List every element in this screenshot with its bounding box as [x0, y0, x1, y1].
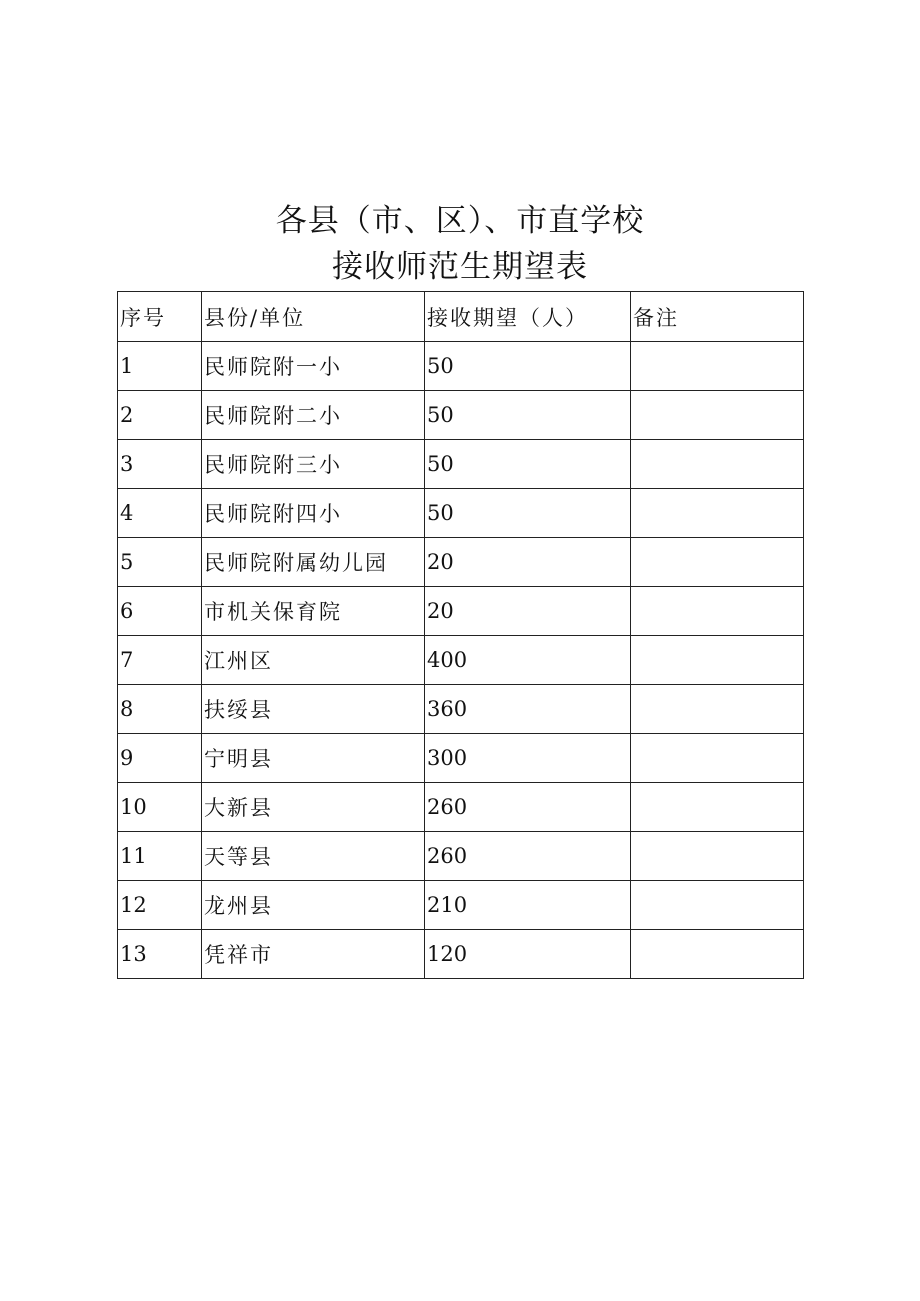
cell-serial-number: 10	[118, 783, 202, 832]
table-header-row	[118, 292, 804, 342]
cell-expected-count: 50	[425, 489, 631, 538]
table-row	[118, 881, 804, 930]
cell-serial-number: 2	[118, 391, 202, 440]
table-row	[118, 930, 804, 979]
cell-expected-count: 20	[425, 538, 631, 587]
cell-expected-count: 300	[425, 734, 631, 783]
cell-serial-number: 7	[118, 636, 202, 685]
table-row	[118, 636, 804, 685]
table-row	[118, 783, 804, 832]
cell-unit: 市机关保育院	[202, 587, 425, 636]
cell-remarks	[631, 685, 804, 734]
cell-expected-count: 20	[425, 587, 631, 636]
cell-remarks	[631, 538, 804, 587]
cell-expected-count: 400	[425, 636, 631, 685]
cell-serial-number: 11	[118, 832, 202, 881]
cell-remarks	[631, 783, 804, 832]
cell-expected-count: 360	[425, 685, 631, 734]
cell-unit: 民师院附一小	[202, 342, 425, 391]
cell-unit: 扶绥县	[202, 685, 425, 734]
table-row	[118, 832, 804, 881]
cell-serial-number: 1	[118, 342, 202, 391]
cell-unit: 龙州县	[202, 881, 425, 930]
cell-remarks	[631, 636, 804, 685]
expectation-table	[117, 291, 804, 979]
cell-serial-number: 3	[118, 440, 202, 489]
cell-remarks	[631, 489, 804, 538]
cell-unit: 民师院附二小	[202, 391, 425, 440]
cell-expected-count: 50	[425, 391, 631, 440]
cell-unit: 天等县	[202, 832, 425, 881]
cell-remarks	[631, 881, 804, 930]
cell-expected-count: 260	[425, 832, 631, 881]
cell-serial-number: 4	[118, 489, 202, 538]
table-row	[118, 685, 804, 734]
cell-unit: 民师院附属幼儿园	[202, 538, 425, 587]
table-body	[118, 342, 804, 979]
document-title	[0, 198, 920, 290]
table-row	[118, 342, 804, 391]
cell-remarks	[631, 391, 804, 440]
table-row	[118, 538, 804, 587]
cell-unit: 江州区	[202, 636, 425, 685]
cell-unit: 民师院附三小	[202, 440, 425, 489]
cell-remarks	[631, 587, 804, 636]
cell-serial-number: 6	[118, 587, 202, 636]
cell-serial-number: 9	[118, 734, 202, 783]
cell-expected-count: 120	[425, 930, 631, 979]
title-line-1: 各县（市、区）、市直学校	[275, 203, 645, 239]
cell-serial-number: 13	[118, 930, 202, 979]
header-serial-number: 序号	[118, 292, 202, 342]
cell-remarks	[631, 734, 804, 783]
cell-unit: 凭祥市	[202, 930, 425, 979]
table-row	[118, 391, 804, 440]
cell-unit: 民师院附四小	[202, 489, 425, 538]
cell-expected-count: 260	[425, 783, 631, 832]
header-remarks: 备注	[631, 292, 804, 342]
cell-serial-number: 8	[118, 685, 202, 734]
table-row	[118, 734, 804, 783]
cell-expected-count: 50	[425, 342, 631, 391]
cell-expected-count: 210	[425, 881, 631, 930]
header-unit: 县份/单位	[202, 292, 425, 342]
cell-remarks	[631, 832, 804, 881]
table-row	[118, 440, 804, 489]
header-expected-count: 接收期望（人）	[425, 292, 631, 342]
cell-serial-number: 5	[118, 538, 202, 587]
cell-serial-number: 12	[118, 881, 202, 930]
table-row	[118, 489, 804, 538]
title-line-2: 接收师范生期望表	[332, 249, 588, 285]
cell-expected-count: 50	[425, 440, 631, 489]
cell-unit: 宁明县	[202, 734, 425, 783]
cell-remarks	[631, 342, 804, 391]
cell-unit: 大新县	[202, 783, 425, 832]
table-row	[118, 587, 804, 636]
cell-remarks	[631, 930, 804, 979]
cell-remarks	[631, 440, 804, 489]
